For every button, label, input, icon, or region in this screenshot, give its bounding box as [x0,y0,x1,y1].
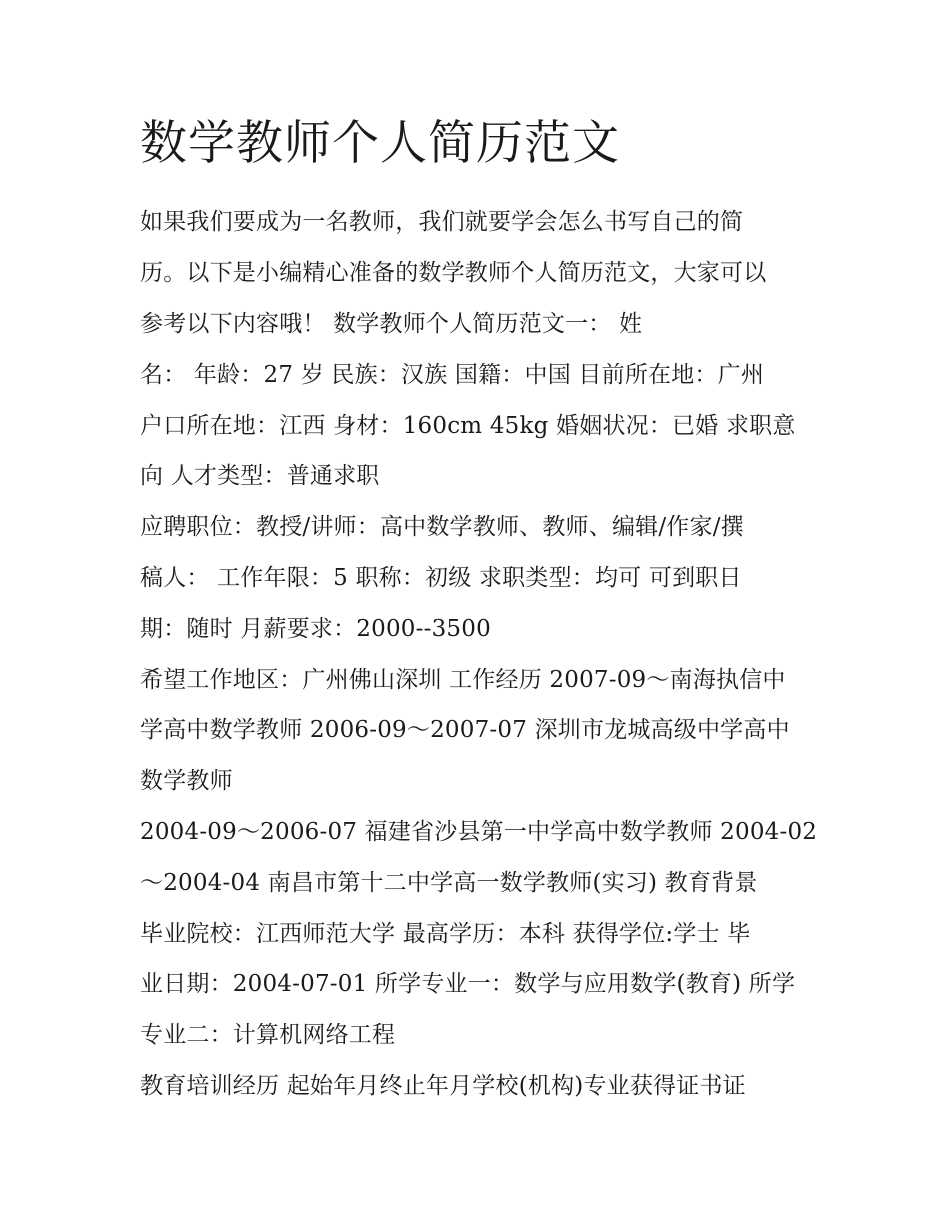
body-line: 专业二：计算机网络工程 [140,1022,396,1048]
body-line: 数学教师 [140,768,233,794]
body-line: 如果我们要成为一名教师，我们就要学会怎么书写自己的简 [140,209,744,235]
body-line: 2004-09～2006-07 福建省沙县第一中学高中数学教师 2004-02 [140,819,818,845]
body-line: 历。以下是小编精心准备的数学教师个人简历范文，大家可以 [140,260,767,286]
body-line: 应聘职位：教授/讲师：高中数学教师、教师、编辑/作家/撰 [140,514,744,540]
body-line: 期：随时 月薪要求：2000--3500 [140,616,491,642]
body-line: 教育培训经历 起始年月终止年月学校(机构)专业获得证书证 [140,1073,746,1099]
body-line: 向 人才类型：普通求职 [140,463,380,489]
body-line: 名： 年龄：27 岁 民族：汉族 国籍：中国 目前所在地：广州 [140,362,765,388]
page-title: 数学教师个人简历范文 [140,116,620,171]
body-line: ～2004-04 南昌市第十二中学高一数学教师(实习) 教育背景 [140,870,758,896]
body-line: 学高中数学教师 2006-09～2007-07 深圳市龙城高级中学高中 [140,717,790,743]
body-line: 业日期：2004-07-01 所学专业一：数学与应用数学(教育) 所学 [140,971,796,997]
body-line: 希望工作地区：广州佛山深圳 工作经历 2007-09～南海执信中 [140,667,786,693]
body-line: 参考以下内容哦！ 数学教师个人简历范文一： 姓 [140,311,643,337]
body-line: 稿人： 工作年限：5 职称：初级 求职类型：均可 可到职日 [140,565,742,591]
body-line: 户口所在地：江西 身材：160cm 45kg 婚姻状况：已婚 求职意 [140,413,796,439]
body-line: 毕业院校：江西师范大学 最高学历：本科 获得学位:学士 毕 [140,921,751,947]
